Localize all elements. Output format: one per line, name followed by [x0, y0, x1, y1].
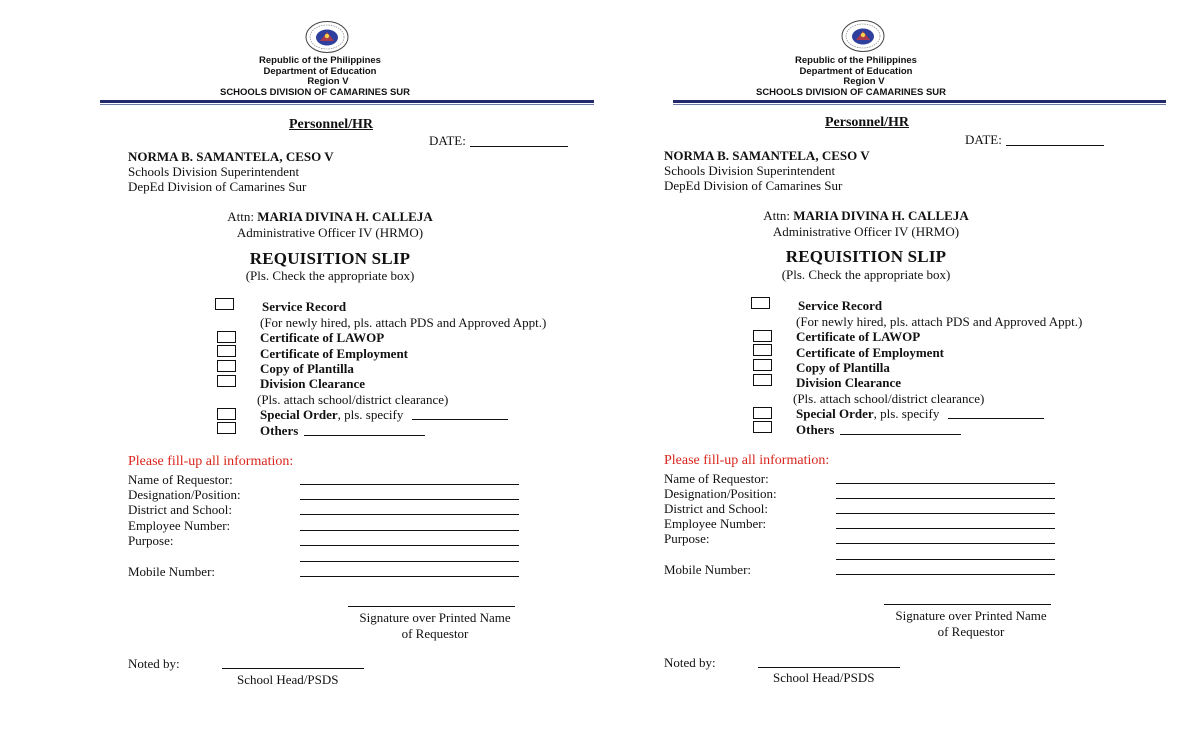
option-clearance: Division Clearance [796, 375, 902, 390]
label-designation: Designation/Position: [664, 486, 777, 501]
label-purpose: Purpose: [128, 533, 174, 548]
option-plantilla: Copy of Plantilla [796, 360, 890, 375]
attn-name: MARIA DIVINA H. CALLEJA [793, 208, 969, 223]
header-rule [673, 100, 1166, 103]
option-special-order: Special Order [260, 407, 338, 422]
fill-notice: Please fill-up all information: [664, 453, 830, 468]
deped-seal-icon [304, 20, 350, 54]
checkbox-clearance[interactable] [217, 375, 236, 387]
signature-line[interactable] [884, 604, 1051, 605]
attn-title: Administrative Officer IV (HRMO) [772, 224, 960, 239]
date-label: DATE: [965, 132, 1002, 147]
addressee-office: DepEd Division of Camarines Sur [128, 179, 307, 194]
option-service-record: Service Record [262, 299, 347, 314]
field-mobile[interactable] [836, 574, 1055, 575]
header-rule-thin [100, 104, 594, 105]
form-instruction: (Pls. Check the appropriate box) [781, 267, 951, 282]
clearance-note: (Pls. attach school/district clearance) [793, 391, 985, 406]
noted-role: School Head/PSDS [237, 672, 339, 687]
header-rule [100, 100, 594, 103]
noted-signature-line[interactable] [758, 667, 900, 668]
checkbox-plantilla[interactable] [753, 359, 772, 371]
header-region: Region V [307, 76, 349, 87]
field-purpose[interactable] [300, 545, 519, 546]
addressee-name: NORMA B. SAMANTELA, CESO V [664, 148, 870, 163]
option-others: Others [796, 422, 835, 437]
noted-signature-line[interactable] [222, 668, 364, 669]
attn-title: Administrative Officer IV (HRMO) [236, 225, 424, 240]
form-instruction: (Pls. Check the appropriate box) [245, 268, 415, 283]
noted-role: School Head/PSDS [773, 670, 875, 685]
label-designation: Designation/Position: [128, 487, 241, 502]
special-order-suffix: , pls. specify [337, 407, 404, 422]
addressee-title: Schools Division Superintendent [128, 164, 300, 179]
option-employment: Certificate of Employment [260, 346, 409, 361]
option-plantilla: Copy of Plantilla [260, 361, 354, 376]
service-record-note: (For newly hired, pls. attach PDS and Approved Appt.) [260, 315, 547, 330]
special-order-suffix: , pls. specify [873, 406, 940, 421]
signature-label-2: of Requestor [937, 624, 1005, 639]
checkbox-special-order[interactable] [217, 408, 236, 420]
signature-label-2: of Requestor [401, 626, 469, 641]
label-district: District and School: [664, 501, 768, 516]
addressee-title: Schools Division Superintendent [664, 163, 836, 178]
addressee-office: DepEd Division of Camarines Sur [664, 178, 843, 193]
date-field[interactable] [1006, 145, 1104, 146]
form-title: REQUISITION SLIP [785, 247, 947, 266]
form-title: REQUISITION SLIP [249, 249, 411, 268]
option-others: Others [260, 423, 299, 438]
label-district: District and School: [128, 502, 232, 517]
option-clearance: Division Clearance [260, 376, 366, 391]
signature-label: Signature over Printed Name [895, 608, 1047, 623]
header-republic: Republic of the Philippines [795, 55, 917, 66]
requisition-slip-right [536, 0, 1136, 729]
deped-seal-icon [840, 19, 886, 53]
clearance-note: (Pls. attach school/district clearance) [257, 392, 449, 407]
checkbox-special-order[interactable] [753, 407, 772, 419]
attn-prefix: Attn: [227, 209, 254, 224]
signature-line[interactable] [348, 606, 515, 607]
field-employee-number[interactable] [836, 528, 1055, 529]
field-district[interactable] [300, 514, 519, 515]
checkbox-plantilla[interactable] [217, 360, 236, 372]
checkbox-others[interactable] [217, 422, 236, 434]
field-employee-number[interactable] [300, 530, 519, 531]
header-republic: Republic of the Philippines [259, 55, 381, 66]
label-purpose: Purpose: [664, 531, 710, 546]
signature-label: Signature over Printed Name [359, 610, 511, 625]
addressee-name: NORMA B. SAMANTELA, CESO V [128, 149, 334, 164]
header-department: Department of Education [263, 66, 377, 77]
field-district[interactable] [836, 513, 1055, 514]
label-employee-number: Employee Number: [664, 516, 767, 531]
section-heading: Personnel/HR [289, 117, 373, 132]
header-office: SCHOOLS DIVISION OF CAMARINES SUR [755, 87, 946, 98]
attn-line [736, 208, 996, 224]
others-field[interactable] [304, 435, 425, 436]
attn-line [200, 209, 460, 225]
checkbox-lawop[interactable] [753, 330, 772, 342]
option-lawop: Certificate of LAWOP [796, 329, 921, 344]
field-requestor-name[interactable] [300, 484, 519, 485]
label-employee-number: Employee Number: [128, 518, 231, 533]
header-rule-thin [673, 104, 1166, 105]
checkbox-service-record[interactable] [215, 298, 234, 310]
attn-name: MARIA DIVINA H. CALLEJA [257, 209, 433, 224]
noted-label: Noted by: [128, 656, 180, 671]
attn-prefix: Attn: [763, 208, 790, 223]
checkbox-clearance[interactable] [753, 374, 772, 386]
noted-label: Noted by: [664, 655, 716, 670]
option-special-order-line [796, 406, 939, 422]
service-record-note: (For newly hired, pls. attach PDS and Approved Appt.) [796, 314, 1083, 329]
fill-notice: Please fill-up all information: [128, 454, 294, 469]
option-service-record: Service Record [798, 298, 883, 313]
option-special-order: Special Order [796, 406, 874, 421]
label-requestor-name: Name of Requestor: [664, 471, 769, 486]
date-label: DATE: [429, 133, 466, 148]
checkbox-employment[interactable] [753, 344, 772, 356]
field-mobile[interactable] [300, 576, 519, 577]
field-purpose[interactable] [836, 543, 1055, 544]
option-employment: Certificate of Employment [796, 345, 945, 360]
others-field[interactable] [840, 434, 961, 435]
option-lawop: Certificate of LAWOP [260, 330, 385, 345]
checkbox-service-record[interactable] [751, 297, 770, 309]
special-order-field[interactable] [948, 418, 1044, 419]
checkbox-employment[interactable] [217, 345, 236, 357]
label-requestor-name: Name of Requestor: [128, 472, 233, 487]
field-designation[interactable] [836, 498, 1055, 499]
option-special-order-line [260, 407, 403, 423]
header-department: Department of Education [799, 66, 913, 77]
header-office: SCHOOLS DIVISION OF CAMARINES SUR [219, 87, 410, 98]
checkbox-others[interactable] [753, 421, 772, 433]
label-mobile: Mobile Number: [664, 562, 752, 577]
checkbox-lawop[interactable] [217, 331, 236, 343]
label-mobile: Mobile Number: [128, 564, 216, 579]
field-purpose-extra[interactable] [300, 561, 519, 562]
field-requestor-name[interactable] [836, 483, 1055, 484]
section-heading: Personnel/HR [825, 115, 909, 130]
special-order-field[interactable] [412, 419, 508, 420]
header-region: Region V [843, 76, 885, 87]
field-purpose-extra[interactable] [836, 559, 1055, 560]
field-designation[interactable] [300, 499, 519, 500]
